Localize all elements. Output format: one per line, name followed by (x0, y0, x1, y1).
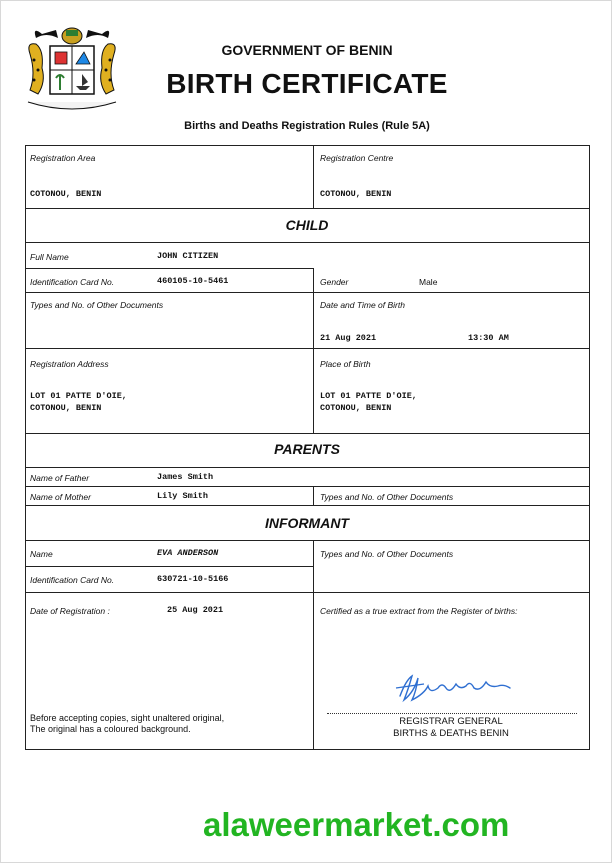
registrar-signature (390, 666, 520, 706)
watermark-text: alaweermarket.com (203, 806, 510, 843)
child-section-heading: CHILD (285, 217, 329, 233)
registration-centre-value: COTONOU, BENIN (320, 189, 392, 199)
informant-id-card: 630721-10-5166 (157, 574, 229, 584)
government-heading: GOVERNMENT OF BENIN (221, 42, 393, 58)
child-dob-time: 13:30 AM (468, 333, 509, 343)
registrar-title-line2: BIRTHS & DEATHS BENIN (393, 728, 509, 739)
mother-name: Lily Smith (157, 491, 209, 501)
page-title: BIRTH CERTIFICATE (166, 68, 448, 99)
original-note-line2: The original has a coloured background. (30, 724, 191, 734)
child-place-label: Place of Birth (320, 359, 371, 369)
parents-section-heading: PARENTS (274, 441, 340, 457)
registrar-title-line1: REGISTRAR GENERAL (399, 716, 503, 727)
father-name: James Smith (157, 472, 214, 482)
child-other-docs-label: Types and No. of Other Documents (30, 300, 164, 310)
informant-section-heading: INFORMANT (265, 515, 349, 531)
child-full-name-label: Full Name (30, 252, 69, 262)
child-place-line1: LOT 01 PATTE D'OIE, (320, 391, 417, 401)
mother-label: Name of Mother (30, 492, 91, 502)
original-note-line1: Before accepting copies, sight unaltered original, (30, 713, 225, 723)
father-label: Name of Father (30, 473, 90, 483)
registration-centre-label: Registration Centre (320, 153, 394, 163)
registration-date-label: Date of Registration : (30, 606, 110, 616)
registration-date: 25 Aug 2021 (167, 605, 224, 615)
child-dob-date: 21 Aug 2021 (320, 333, 377, 343)
child-id-card: 460105-10-5461 (157, 276, 229, 286)
child-gender-label: Gender (320, 277, 349, 287)
child-reg-address-line1: LOT 01 PATTE D'OIE, (30, 391, 127, 401)
registration-area-value: COTONOU, BENIN (30, 189, 102, 199)
child-dob-label: Date and Time of Birth (320, 300, 405, 310)
signature-line (327, 713, 577, 714)
child-gender: Male (419, 277, 438, 287)
child-reg-address-label: Registration Address (30, 359, 109, 369)
child-full-name: JOHN CITIZEN (157, 251, 219, 261)
child-place-line2: COTONOU, BENIN (320, 403, 392, 413)
coat-of-arms-icon (22, 24, 122, 112)
informant-id-card-label: Identification Card No. (30, 575, 115, 585)
informant-other-docs-label: Types and No. of Other Documents (320, 549, 454, 559)
child-id-card-label: Identification Card No. (30, 277, 115, 287)
registration-area-label: Registration Area (30, 153, 96, 163)
informant-name: EVA ANDERSON (157, 548, 219, 558)
certified-extract-text: Certified as a true extract from the Register of births: (320, 606, 518, 616)
parents-other-docs-label: Types and No. of Other Documents (320, 492, 454, 502)
child-reg-address-line2: COTONOU, BENIN (30, 403, 102, 413)
rules-subtitle: Births and Deaths Registration Rules (Rule 5A) (184, 120, 430, 132)
informant-name-label: Name (30, 549, 53, 559)
